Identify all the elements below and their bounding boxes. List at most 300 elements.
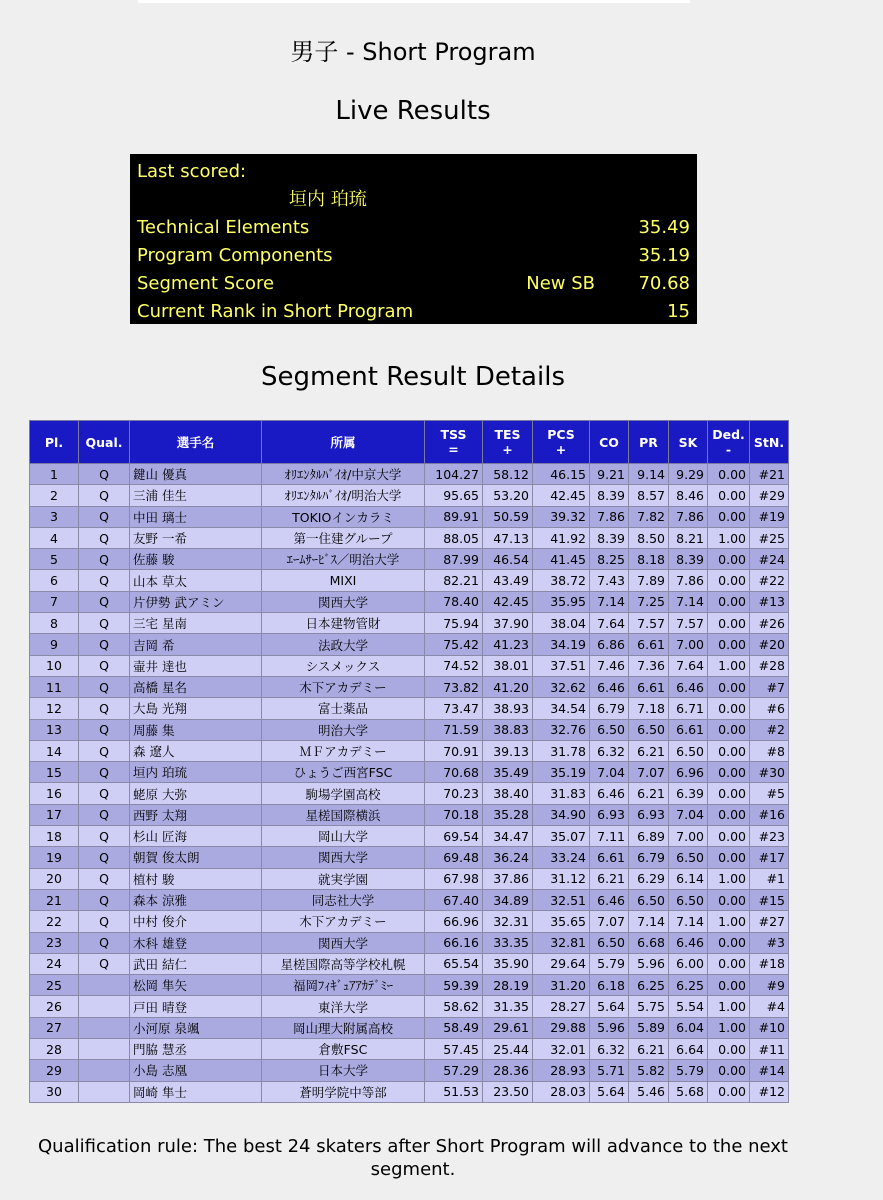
cell-q: Q [79,506,130,527]
cell-tes: 41.20 [483,676,533,697]
cell-tss: 78.40 [425,591,483,612]
cell-sk: 7.86 [669,506,708,527]
cell-co: 6.46 [590,676,629,697]
cell-tes: 53.20 [483,485,533,506]
cell-pl: 4 [30,527,79,548]
cell-club: TOKIOインカラミ [262,506,425,527]
cell-tes: 37.86 [483,868,533,889]
cell-tes: 35.49 [483,762,533,783]
cell-ded: 0.00 [708,1060,750,1081]
cell-tss: 67.40 [425,889,483,910]
cell-name: 高橋 星名 [130,676,262,697]
cell-pr: 7.89 [629,570,669,591]
table-row [30,911,789,932]
cell-q [79,975,130,996]
cell-tss: 70.18 [425,804,483,825]
cell-tes: 32.31 [483,911,533,932]
cell-co: 7.43 [590,570,629,591]
cell-ded: 0.00 [708,485,750,506]
cell-pcs: 38.04 [533,613,590,634]
cell-name: 周藤 集 [130,719,262,740]
header-name: 選手名 [130,421,262,464]
cell-pcs: 41.92 [533,527,590,548]
cell-name: 鍵山 優真 [130,464,262,485]
cell-name: 朝賀 俊太朗 [130,847,262,868]
cell-tss: 70.23 [425,783,483,804]
cell-sk: 8.39 [669,549,708,570]
cell-tes: 33.35 [483,932,533,953]
cell-stn: #20 [750,634,789,655]
cell-tes: 37.90 [483,613,533,634]
rank-value: 15 [667,301,690,322]
cell-pr: 6.25 [629,975,669,996]
segment-label: Segment Score [137,273,275,294]
cell-q: Q [79,464,130,485]
cell-co: 7.86 [590,506,629,527]
cell-stn: #12 [750,1081,789,1102]
cell-q: Q [79,889,130,910]
cell-ded: 1.00 [708,1017,750,1038]
table-row [30,570,789,591]
cell-pcs: 38.72 [533,570,590,591]
cell-q [79,1039,130,1060]
cell-pcs: 28.27 [533,996,590,1017]
cell-co: 6.61 [590,847,629,868]
cell-q: Q [79,634,130,655]
pcs-value: 35.19 [638,245,690,266]
cell-pcs: 35.19 [533,762,590,783]
cell-pcs: 32.01 [533,1039,590,1060]
cell-tes: 39.13 [483,740,533,761]
cell-club: MIXI [262,570,425,591]
top-bar [138,0,690,3]
cell-stn: #14 [750,1060,789,1081]
cell-tes: 46.54 [483,549,533,570]
cell-pr: 6.50 [629,889,669,910]
cell-tss: 65.54 [425,953,483,974]
cell-club: 第一住建グループ [262,527,425,548]
cell-tss: 66.96 [425,911,483,932]
cell-sk: 6.71 [669,698,708,719]
cell-name: 吉岡 希 [130,634,262,655]
cell-q: Q [79,740,130,761]
cell-tss: 88.05 [425,527,483,548]
table-row [30,613,789,634]
cell-club: ｴｰﾑｻｰﾋﾞｽ／明治大学 [262,549,425,570]
cell-pcs: 35.65 [533,911,590,932]
cell-sk: 9.29 [669,464,708,485]
cell-club: 岡山大学 [262,826,425,847]
cell-pcs: 34.19 [533,634,590,655]
cell-co: 6.79 [590,698,629,719]
cell-pcs: 31.20 [533,975,590,996]
cell-co: 7.04 [590,762,629,783]
cell-sk: 6.46 [669,932,708,953]
table-row [30,783,789,804]
cell-name: 山本 草太 [130,570,262,591]
cell-tes: 47.13 [483,527,533,548]
cell-pr: 7.18 [629,698,669,719]
cell-stn: #7 [750,676,789,697]
cell-pcs: 32.81 [533,932,590,953]
cell-q: Q [79,868,130,889]
cell-q: Q [79,953,130,974]
cell-tss: 57.45 [425,1039,483,1060]
cell-pcs: 28.93 [533,1060,590,1081]
cell-club: ｵﾘｴﾝﾀﾙﾊﾞｲｵ/中京大学 [262,464,425,485]
cell-co: 8.39 [590,527,629,548]
cell-tes: 38.83 [483,719,533,740]
cell-stn: #19 [750,506,789,527]
cell-tes: 38.93 [483,698,533,719]
cell-name: 森本 涼雅 [130,889,262,910]
cell-pcs: 35.95 [533,591,590,612]
table-row [30,740,789,761]
cell-co: 7.14 [590,591,629,612]
cell-name: 蛯原 大弥 [130,783,262,804]
cell-tes: 23.50 [483,1081,533,1102]
cell-tss: 58.62 [425,996,483,1017]
cell-stn: #15 [750,889,789,910]
cell-stn: #5 [750,783,789,804]
cell-pl: 28 [30,1039,79,1060]
cell-stn: #4 [750,996,789,1017]
cell-q: Q [79,762,130,783]
cell-pr: 6.79 [629,847,669,868]
cell-name: 戸田 晴登 [130,996,262,1017]
cell-co: 8.39 [590,485,629,506]
cell-pcs: 31.12 [533,868,590,889]
cell-pl: 17 [30,804,79,825]
cell-pcs: 34.54 [533,698,590,719]
cell-tss: 58.49 [425,1017,483,1038]
cell-stn: #17 [750,847,789,868]
table-row [30,953,789,974]
cell-tes: 34.89 [483,889,533,910]
cell-tss: 67.98 [425,868,483,889]
cell-co: 6.18 [590,975,629,996]
cell-stn: #1 [750,868,789,889]
cell-stn: #27 [750,911,789,932]
table-row [30,804,789,825]
cell-name: 大島 光翔 [130,698,262,719]
cell-pr: 6.29 [629,868,669,889]
cell-pcs: 31.83 [533,783,590,804]
cell-q: Q [79,570,130,591]
cell-sk: 6.39 [669,783,708,804]
cell-tss: 74.52 [425,655,483,676]
cell-tss: 70.91 [425,740,483,761]
header-pl: Pl. [30,421,79,464]
cell-co: 6.50 [590,719,629,740]
cell-stn: #28 [750,655,789,676]
cell-club: 蒼明学院中等部 [262,1081,425,1102]
cell-sk: 7.86 [669,570,708,591]
cell-club: 木下アカデミー [262,911,425,932]
cell-sk: 8.21 [669,527,708,548]
cell-sk: 8.46 [669,485,708,506]
header-ded-sub: - [725,442,732,457]
cell-tss: 69.54 [425,826,483,847]
cell-name: 友野 一希 [130,527,262,548]
cell-ded: 0.00 [708,570,750,591]
cell-ded: 0.00 [708,1039,750,1060]
rank-label: Current Rank in Short Program [137,301,414,322]
cell-pcs: 37.51 [533,655,590,676]
header-pcs-sub: + [555,442,567,457]
cell-name: 松岡 隼矢 [130,975,262,996]
cell-name: 三宅 星南 [130,613,262,634]
cell-pl: 2 [30,485,79,506]
table-row [30,1017,789,1038]
cell-name: 三浦 佳生 [130,485,262,506]
cell-sk: 5.68 [669,1081,708,1102]
cell-club: 法政大学 [262,634,425,655]
cell-ded: 1.00 [708,655,750,676]
table-header-row [30,421,789,464]
cell-q: Q [79,485,130,506]
cell-pcs: 35.07 [533,826,590,847]
cell-ded: 0.00 [708,549,750,570]
table-row [30,698,789,719]
cell-ded: 0.00 [708,826,750,847]
cell-ded: 0.00 [708,889,750,910]
cell-name: 壷井 達也 [130,655,262,676]
cell-sk: 6.14 [669,868,708,889]
cell-tss: 71.59 [425,719,483,740]
cell-name: 佐藤 駿 [130,549,262,570]
table-row [30,1060,789,1081]
segment-value: 70.68 [638,273,690,294]
cell-pl: 11 [30,676,79,697]
cell-q: Q [79,826,130,847]
cell-sk: 7.64 [669,655,708,676]
cell-tss: 51.53 [425,1081,483,1102]
cell-club: 関西大学 [262,591,425,612]
cell-ded: 0.00 [708,804,750,825]
table-row [30,591,789,612]
cell-co: 5.79 [590,953,629,974]
cell-sk: 6.50 [669,889,708,910]
cell-stn: #30 [750,762,789,783]
cell-ded: 1.00 [708,996,750,1017]
cell-pcs: 46.15 [533,464,590,485]
cell-pl: 30 [30,1081,79,1102]
table-row [30,1039,789,1060]
table-row [30,1081,789,1102]
cell-stn: #9 [750,975,789,996]
cell-tes: 25.44 [483,1039,533,1060]
cell-club: 星槎国際横浜 [262,804,425,825]
cell-co: 7.07 [590,911,629,932]
cell-pr: 5.46 [629,1081,669,1102]
cell-stn: #21 [750,464,789,485]
header-pcs [533,421,590,464]
header-tss [425,421,483,464]
cell-pr: 6.89 [629,826,669,847]
cell-pr: 6.93 [629,804,669,825]
cell-pl: 1 [30,464,79,485]
cell-ded: 0.00 [708,591,750,612]
cell-pr: 7.57 [629,613,669,634]
cell-q: Q [79,591,130,612]
cell-club: ＭＦアカデミー [262,740,425,761]
cell-pr: 8.57 [629,485,669,506]
results-table [29,420,789,1103]
cell-tss: 69.48 [425,847,483,868]
cell-club: 岡山理大附属高校 [262,1017,425,1038]
cell-tss: 57.29 [425,1060,483,1081]
cell-sk: 7.00 [669,634,708,655]
cell-ded: 0.00 [708,719,750,740]
cell-co: 5.96 [590,1017,629,1038]
cell-pl: 29 [30,1060,79,1081]
cell-stn: #6 [750,698,789,719]
cell-ded: 1.00 [708,868,750,889]
table-row [30,889,789,910]
cell-sk: 7.04 [669,804,708,825]
cell-sk: 6.46 [669,676,708,697]
cell-pcs: 32.76 [533,719,590,740]
cell-pcs: 41.45 [533,549,590,570]
cell-co: 9.21 [590,464,629,485]
cell-pcs: 29.64 [533,953,590,974]
cell-club: 日本大学 [262,1060,425,1081]
cell-ded: 0.00 [708,953,750,974]
cell-sk: 7.00 [669,826,708,847]
table-row [30,506,789,527]
cell-sk: 7.14 [669,591,708,612]
cell-tes: 36.24 [483,847,533,868]
tes-value: 35.49 [638,217,690,238]
table-row [30,485,789,506]
cell-club: 駒場学園高校 [262,783,425,804]
cell-ded: 0.00 [708,698,750,719]
table-row [30,932,789,953]
cell-tes: 28.19 [483,975,533,996]
header-pcs-label: PCS [547,427,575,442]
cell-tss: 75.42 [425,634,483,655]
last-scored-name: 垣内 珀琉 [289,189,367,210]
cell-ded: 0.00 [708,975,750,996]
cell-tes: 58.12 [483,464,533,485]
cell-co: 6.93 [590,804,629,825]
cell-pl: 21 [30,889,79,910]
cell-pl: 10 [30,655,79,676]
cell-club: 木下アカデミー [262,676,425,697]
cell-stn: #16 [750,804,789,825]
cell-pr: 6.21 [629,783,669,804]
cell-sk: 5.54 [669,996,708,1017]
cell-club: ひょうご西宮FSC [262,762,425,783]
cell-stn: #8 [750,740,789,761]
cell-club: 同志社大学 [262,889,425,910]
cell-tes: 38.40 [483,783,533,804]
cell-pcs: 31.78 [533,740,590,761]
cell-ded: 0.00 [708,1081,750,1102]
cell-stn: #13 [750,591,789,612]
cell-q [79,1017,130,1038]
table-row [30,868,789,889]
cell-co: 6.21 [590,868,629,889]
cell-ded: 0.00 [708,676,750,697]
cell-club: 倉敷FSC [262,1039,425,1060]
table-row [30,464,789,485]
cell-pcs: 32.51 [533,889,590,910]
cell-pl: 25 [30,975,79,996]
last-scored-label: Last scored: [137,161,247,182]
table-row [30,719,789,740]
cell-name: 中村 俊介 [130,911,262,932]
cell-stn: #3 [750,932,789,953]
cell-tss: 66.16 [425,932,483,953]
cell-name: 小島 志凰 [130,1060,262,1081]
cell-pr: 6.21 [629,1039,669,1060]
qualification-rule: Qualification rule: The best 24 skaters after Short Program will advance to the next segment. [38,1136,788,1180]
cell-pl: 8 [30,613,79,634]
header-tss-sub: = [448,442,459,457]
cell-q: Q [79,804,130,825]
cell-ded: 0.00 [708,847,750,868]
cell-club: シスメックス [262,655,425,676]
cell-ded: 1.00 [708,911,750,932]
table-row [30,549,789,570]
cell-co: 7.64 [590,613,629,634]
cell-name: 片伊勢 武アミン [130,591,262,612]
cell-sk: 7.57 [669,613,708,634]
cell-pr: 8.50 [629,527,669,548]
cell-name: 西野 太翔 [130,804,262,825]
header-ded [708,421,750,464]
cell-tes: 38.01 [483,655,533,676]
cell-name: 門脇 慧丞 [130,1039,262,1060]
cell-stn: #18 [750,953,789,974]
cell-tss: 73.82 [425,676,483,697]
cell-tss: 104.27 [425,464,483,485]
pcs-label: Program Components [137,245,333,266]
cell-stn: #22 [750,570,789,591]
cell-co: 6.32 [590,740,629,761]
cell-sk: 5.79 [669,1060,708,1081]
cell-q: Q [79,676,130,697]
table-row [30,826,789,847]
cell-pcs: 29.88 [533,1017,590,1038]
cell-pl: 12 [30,698,79,719]
cell-co: 5.64 [590,996,629,1017]
cell-tss: 73.47 [425,698,483,719]
cell-pl: 20 [30,868,79,889]
cell-pl: 27 [30,1017,79,1038]
segment-note: New SB [526,273,595,294]
cell-name: 小河原 泉颯 [130,1017,262,1038]
cell-ded: 0.00 [708,783,750,804]
cell-pr: 7.14 [629,911,669,932]
cell-club: 明治大学 [262,719,425,740]
cell-ded: 0.00 [708,464,750,485]
cell-club: 富士薬品 [262,698,425,719]
cell-pr: 6.21 [629,740,669,761]
cell-pl: 5 [30,549,79,570]
cell-name: 木科 雄登 [130,932,262,953]
header-tes-sub: + [502,442,513,457]
cell-co: 6.32 [590,1039,629,1060]
cell-tes: 35.28 [483,804,533,825]
cell-pl: 16 [30,783,79,804]
cell-co: 5.71 [590,1060,629,1081]
cell-club: 就実学園 [262,868,425,889]
cell-pr: 6.61 [629,676,669,697]
cell-pr: 5.82 [629,1060,669,1081]
